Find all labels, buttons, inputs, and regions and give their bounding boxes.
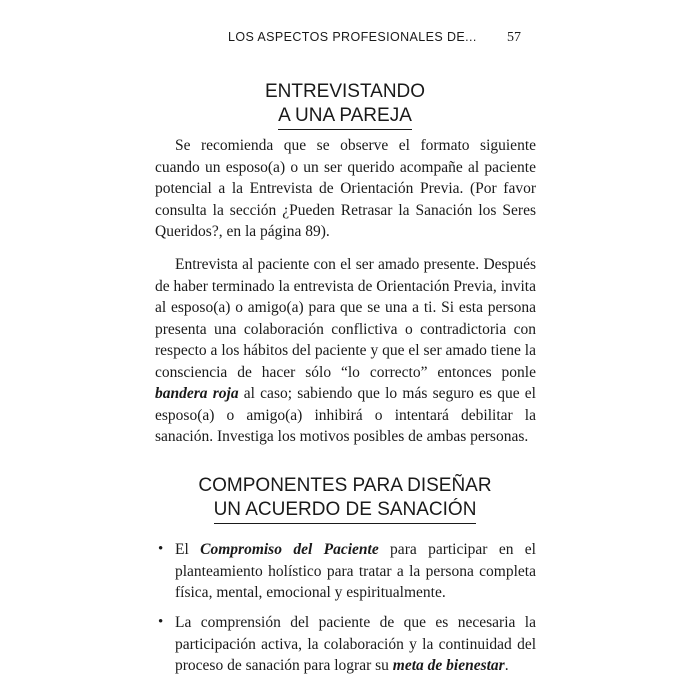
- page-number: 57: [507, 30, 521, 45]
- paragraph-interview: [155, 254, 536, 448]
- bullet-list-item-1: [155, 539, 536, 604]
- bullet-icon: •: [158, 541, 164, 557]
- running-head: LOS ASPECTOS PROFESIONALES DE...: [228, 30, 477, 44]
- heading-line-1: COMPONENTES PARA DISEÑAR: [198, 475, 492, 496]
- paragraph-interview-text-2: al caso; sabiendo que lo más seguro es que el esposo(a) o amigo(a) inhibirá o intentará debilitar la sanación. Investiga los motivos posibles de ambas personas.: [155, 385, 536, 445]
- bullet-text-1: La comprensión del paciente de que es necesaria la participación activa, la colaboración y la continuidad del proceso de sanación para lograr su: [175, 614, 536, 674]
- section-heading-componentes: [150, 474, 540, 524]
- heading-line-1: ENTREVISTANDO: [264, 81, 426, 102]
- list-item: [155, 612, 536, 677]
- paragraph-interview-text-1: Entrevista al paciente con el ser amado presente. Después de haber terminado la entrevista de Orientación Previa, invita al esposo(a) o amigo(a) para que se una a ti. Si esta persona presenta una colaboración conflictiva o contradictoria con respecto a los hábitos del paciente y que el ser amado tiene la consciencia de hacer sólo “lo correcto” entonces ponle: [155, 256, 536, 381]
- section-heading-entrevistando: [150, 80, 540, 130]
- heading-line-2: UN ACUERDO DE SANACIÓN: [214, 498, 477, 524]
- bullet-list-item-2: [155, 612, 536, 677]
- bullet-text-1: El: [175, 541, 201, 558]
- bullet-text-2: para participar en el planteamiento holístico para tratar a la persona completa física, mental, emocional y espiritualmente.: [175, 541, 536, 601]
- emphasis-meta-bienestar: meta de bienestar: [392, 657, 505, 674]
- bullet-text-2: .: [504, 657, 509, 674]
- emphasis-bandera-roja: bandera roja: [155, 385, 239, 402]
- heading-line-2: A UNA PAREJA: [278, 104, 412, 130]
- list-item: [155, 539, 536, 604]
- paragraph-recommendation: Se recomienda que se observe el formato siguiente cuando un esposo(a) o un ser querido acompañe al paciente potencial a la Entrevista de Orientación Previa. (Por favor consulta la sección ¿Pueden Retrasar la Sanación los Seres Queridos?, en la página 89).: [155, 137, 536, 240]
- emphasis-compromiso: Compromiso del Paciente: [200, 541, 379, 558]
- bullet-icon: •: [158, 614, 164, 630]
